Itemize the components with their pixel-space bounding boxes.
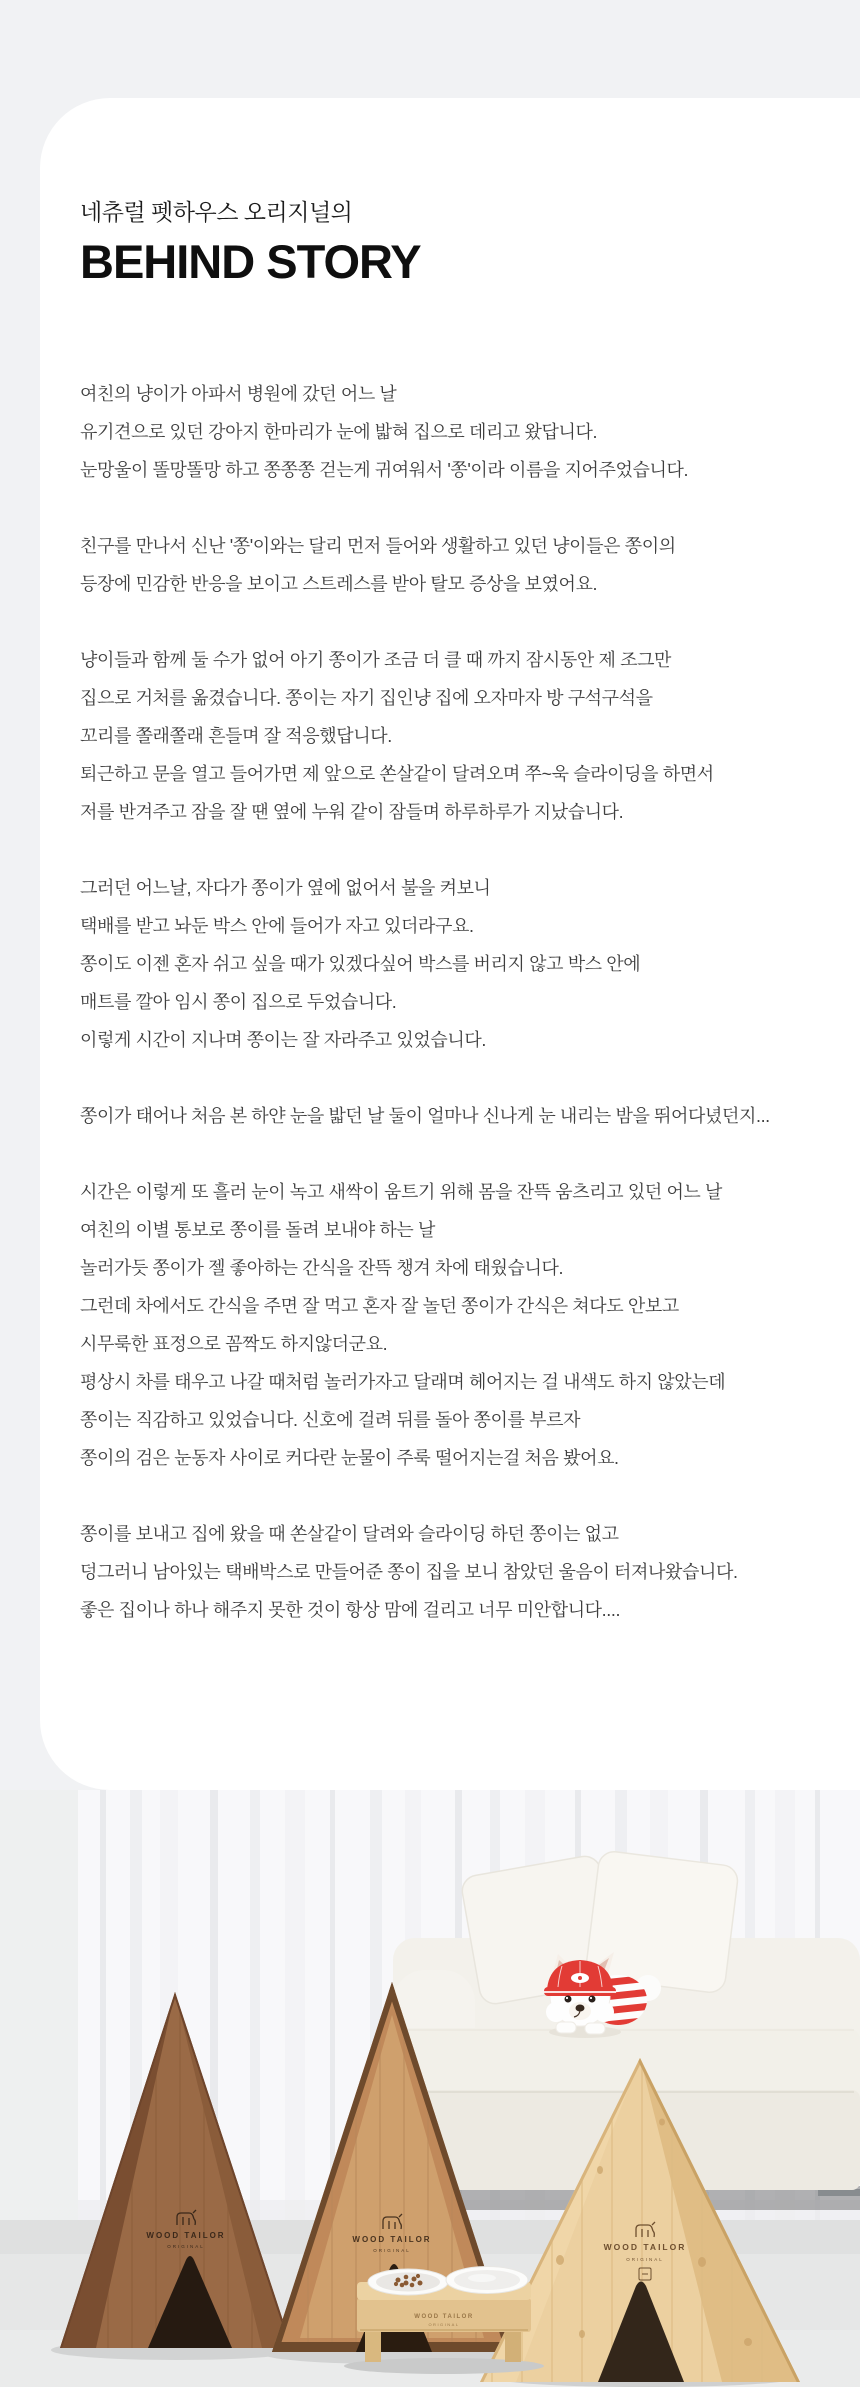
story-line: 쫑이도 이젠 혼자 쉬고 싶을 때가 있겠다싶어 박스를 버리지 않고 박스 안에: [80, 954, 641, 974]
dog-eye: [589, 1996, 596, 2003]
story-paragraph: [80, 375, 830, 489]
subtitle: 네츄럴 펫하우스 오리지널의: [80, 199, 353, 225]
dog-paw: [585, 2023, 605, 2034]
content-card: [40, 98, 860, 1790]
wall-left: [0, 1790, 80, 2222]
dog-eye: [565, 1996, 572, 2003]
brand-logo-subtext: ORIGINAL: [626, 2257, 664, 2262]
story-line: 시무룩한 표정으로 꼼짝도 하지않더군요.: [80, 1334, 388, 1354]
story-line: 쫑이는 직감하고 있었습니다. 신호에 걸려 뒤를 돌아 쫑이를 부르자: [80, 1410, 581, 1430]
brand-logo-text: WOOD TAILOR: [352, 2235, 432, 2244]
story-line: 덩그러니 남아있는 택배박스로 만들어준 쫑이 집을 보니 참았던 울음이 터져나왔습니다.: [80, 1562, 738, 1582]
card-content: [40, 98, 860, 1629]
story-paragraph: [80, 1515, 830, 1629]
brand-logo-subtext: ORIGINAL: [167, 2244, 205, 2249]
story-paragraph: [80, 641, 830, 831]
dog-paw: [556, 2022, 576, 2033]
story-line: 이렇게 시간이 지나며 쫑이는 잘 자라주고 있었습니다.: [80, 1030, 486, 1050]
dog-cheek: [594, 2002, 614, 2022]
product-photo: [0, 1790, 860, 2387]
stand-brand-subtext: ORIGINAL: [428, 2322, 460, 2327]
stand-leg: [505, 2330, 521, 2362]
story-line: 등장에 민감한 반응을 보이고 스트레스를 받아 탈모 증상을 보였어요.: [80, 574, 598, 594]
brand-logo-text: WOOD TAILOR: [603, 2242, 687, 2252]
story-line: 저를 반겨주고 잠을 잘 땐 옆에 누워 같이 잠들며 하루하루가 지났습니다.: [80, 802, 624, 822]
story-line: 쫑이의 검은 눈동자 사이로 커다란 눈물이 주룩 떨어지는걸 처음 봤어요.: [80, 1448, 619, 1468]
story-line: 여친의 냥이가 아파서 병원에 갔던 어느 날: [80, 384, 397, 404]
stand-brand-text: WOOD TAILOR: [414, 2314, 474, 2320]
sofa-leg: [818, 2189, 860, 2196]
story-line: 냥이들과 함께 둘 수가 없어 아기 쫑이가 조금 더 클 때 까지 잠시동안 제 조그만: [80, 650, 672, 670]
stand-leg: [365, 2330, 381, 2362]
brand-logo-text: WOOD TAILOR: [146, 2231, 226, 2240]
brand-logo-subtext: ORIGINAL: [373, 2248, 411, 2253]
story-line: 그러던 어느날, 자다가 쫑이가 옆에 없어서 불을 켜보니: [80, 878, 491, 898]
story-line: 여친의 이별 통보로 쫑이를 돌려 보내야 하는 날: [80, 1220, 435, 1240]
story-line: 좋은 집이나 하나 해주지 못한 것이 항상 맘에 걸리고 너무 미안합니다....: [80, 1600, 621, 1620]
food-bowl: [368, 2269, 448, 2295]
story-line: 쫑이가 태어나 처음 본 하얀 눈을 밟던 날 둘이 얼마나 신나게 눈 내리는 밤을 뛰어다녔던지...: [80, 1106, 770, 1126]
water-bowl: [446, 2267, 528, 2294]
story-line: 그런데 차에서도 간식을 주면 잘 먹고 혼자 잘 놀던 쫑이가 간식은 쳐다도 안보고: [80, 1296, 679, 1316]
dog-eye-shine: [566, 1997, 568, 1999]
story-paragraph: [80, 1097, 830, 1135]
story-line: 꼬리를 쫄래쫄래 흔들며 잘 적응했답니다.: [80, 726, 392, 746]
story-line: 눈망울이 똘망똘망 하고 쫑쫑쫑 걷는게 귀여워서 '쫑'이라 이름을 지어주었습니다.: [80, 460, 689, 480]
dog-nose: [576, 2005, 585, 2012]
story-line: 집으로 거처를 옮겼습니다. 쫑이는 자기 집인냥 집에 오자마자 방 구석구석을: [80, 688, 653, 708]
story-line: 매트를 깔아 임시 쫑이 집으로 두었습니다.: [80, 992, 397, 1012]
story-line: 친구를 만나서 신난 '쫑'이와는 달리 먼저 들어와 생활하고 있던 냥이들은 쫑이의: [80, 536, 676, 556]
story-line: 쫑이를 보내고 집에 왔을 때 쏜살같이 달려와 슬라이딩 하던 쫑이는 없고: [80, 1524, 619, 1544]
story-line: 유기견으로 있던 강아지 한마리가 눈에 밟혀 집으로 데리고 왔답니다.: [80, 422, 598, 442]
story-paragraph: [80, 1173, 830, 1477]
story-line: 시간은 이렇게 또 흘러 눈이 녹고 새싹이 움트기 위해 몸을 잔뜩 움츠리고 있던 어느 날: [80, 1182, 723, 1202]
dog-eye-shine: [590, 1997, 592, 1999]
story-paragraph: [80, 527, 830, 603]
story-text: [80, 375, 830, 1629]
story-line: 퇴근하고 문을 열고 들어가면 제 앞으로 쏜살같이 달려오며 쭈~욱 슬라이딩을 하면서: [80, 764, 714, 784]
story-line: 택배를 받고 놔둔 박스 안에 들어가 자고 있더라구요.: [80, 916, 474, 936]
story-line: 평상시 차를 태우고 나갈 때처럼 놀러가자고 달래며 헤어지는 걸 내색도 하지 않았는데: [80, 1372, 726, 1392]
page-title: BEHIND STORY: [80, 235, 421, 288]
story-line: 놀러가듯 쫑이가 젤 좋아하는 간식을 잔뜩 챙겨 차에 태웠습니다.: [80, 1258, 564, 1278]
dog-cheek: [546, 2002, 566, 2022]
story-paragraph: [80, 869, 830, 1059]
